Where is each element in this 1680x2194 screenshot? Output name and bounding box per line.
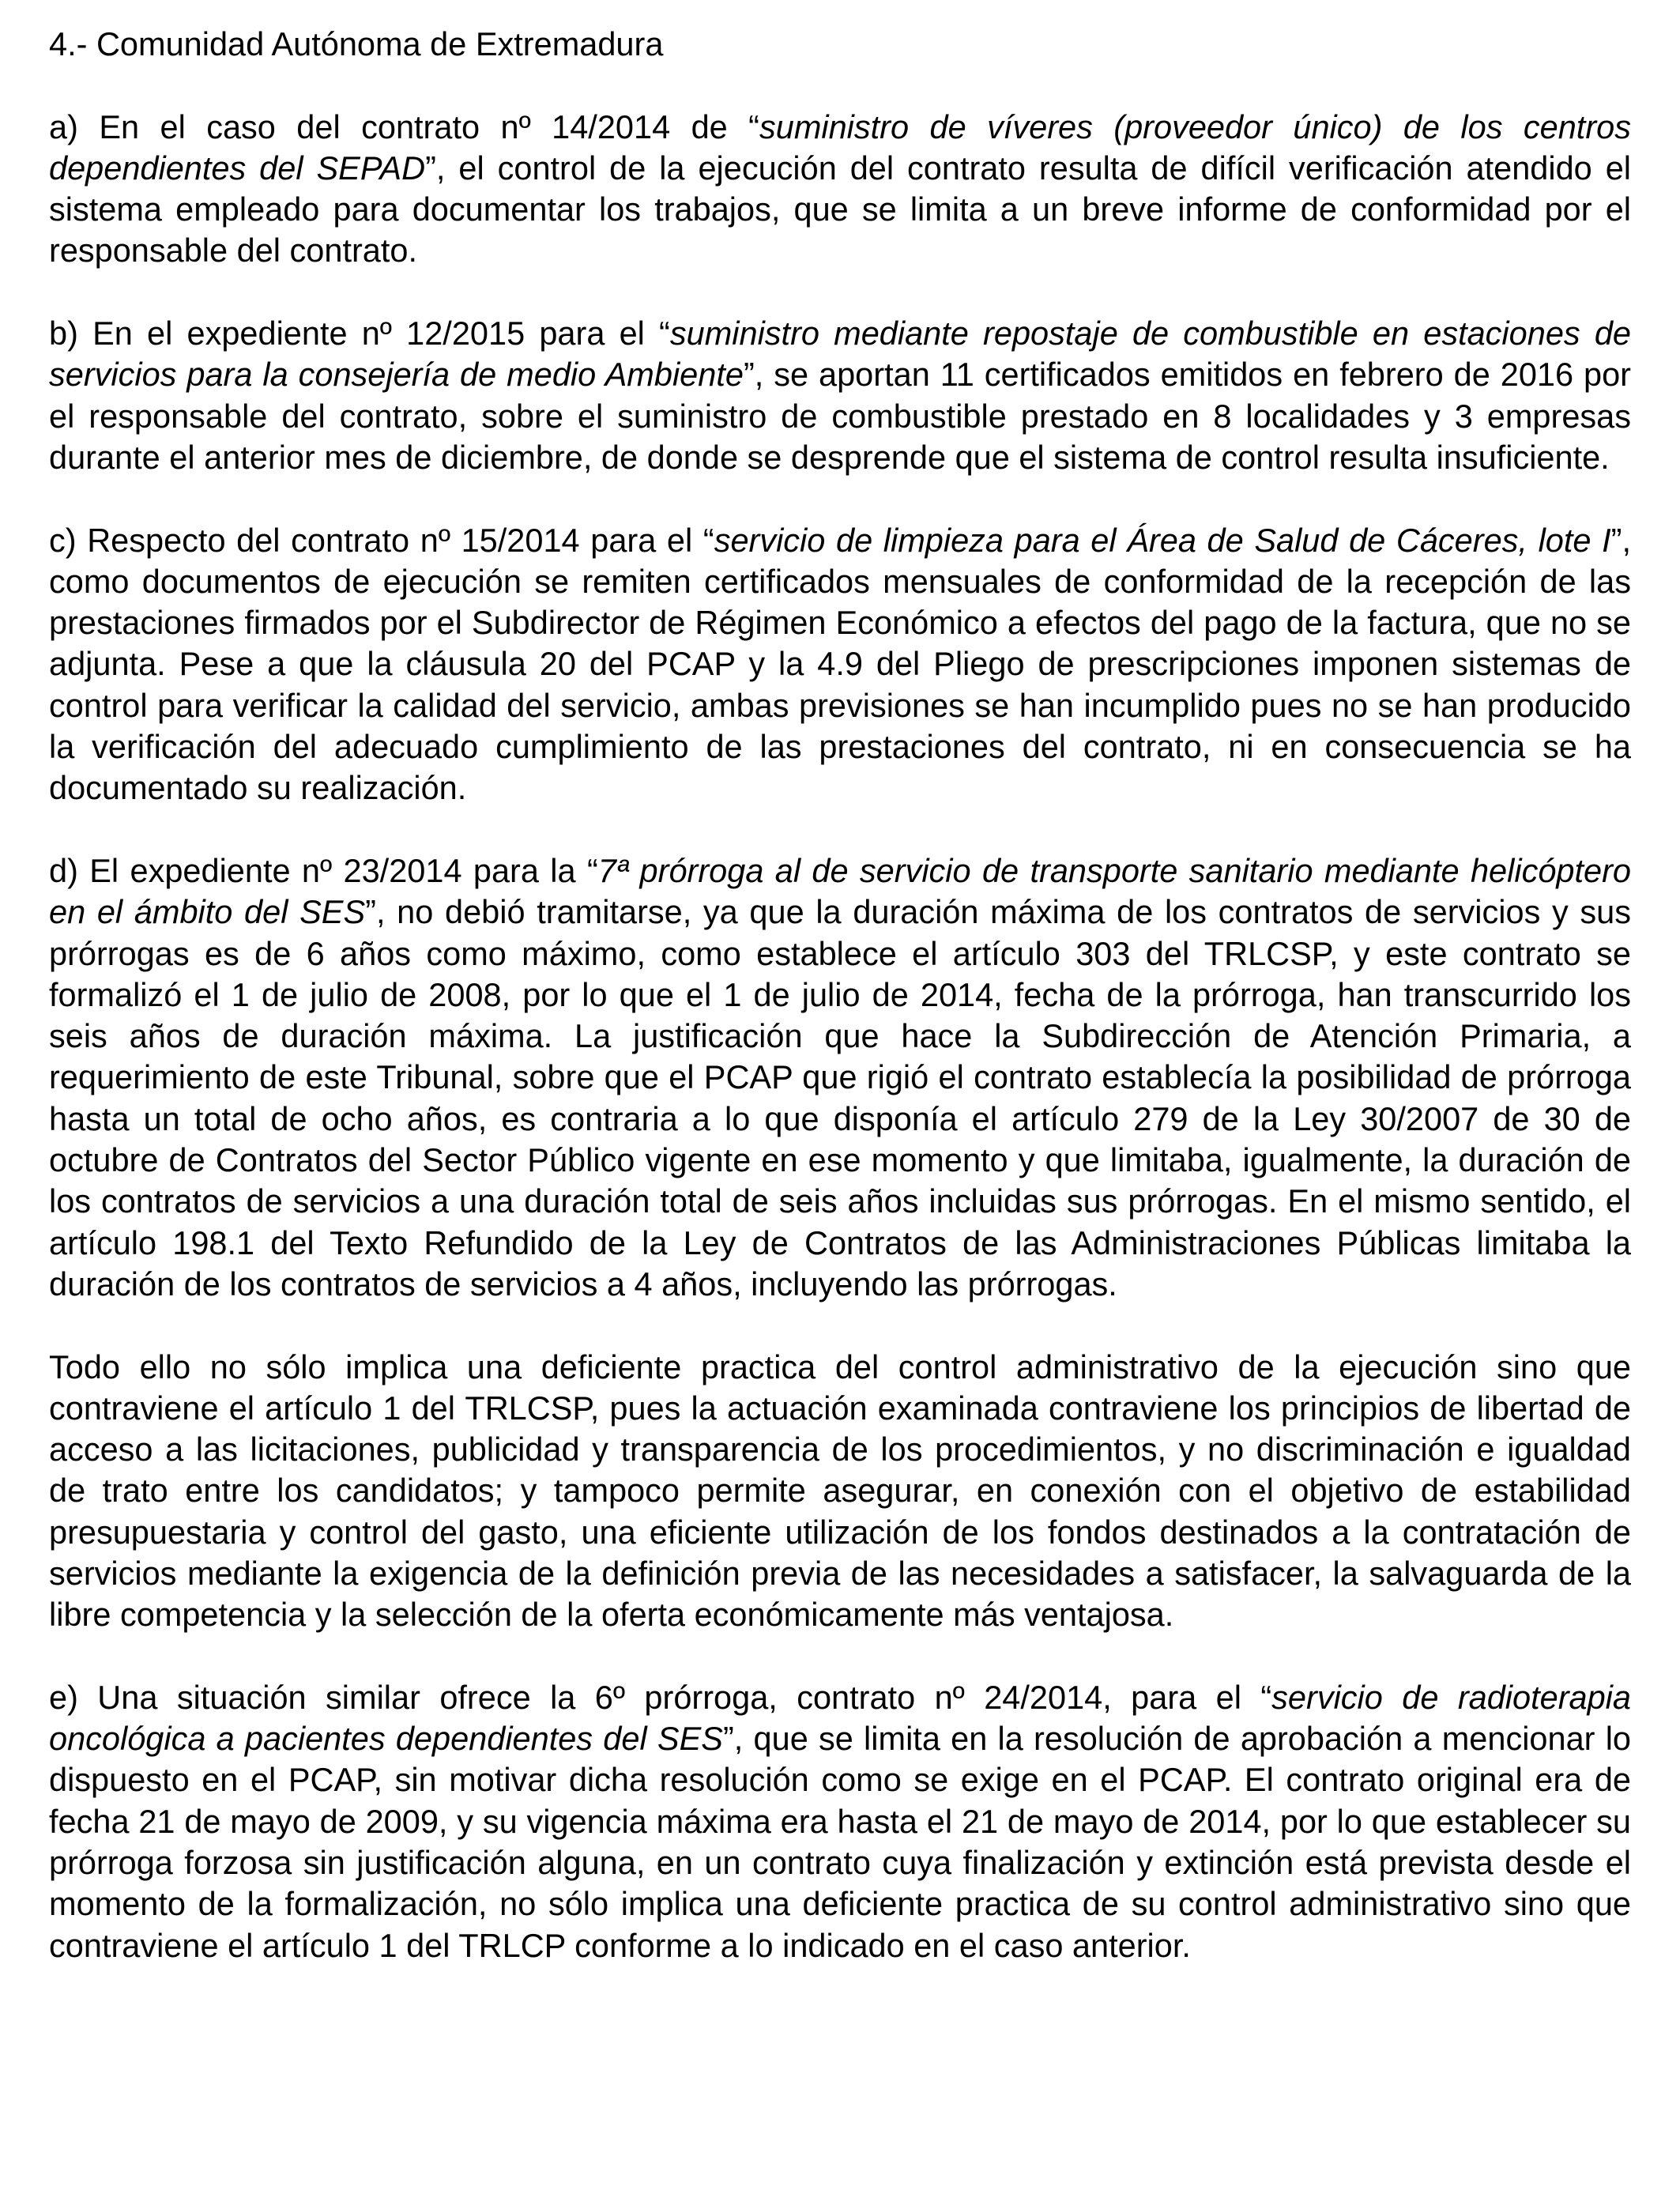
paragraph-c-contract-title: servicio de limpieza para el Área de Salud de Cáceres, lote I xyxy=(714,521,1611,559)
paragraph-b xyxy=(49,313,1631,478)
paragraph-b-text-1: b) En el expediente nº 12/2015 para el “ xyxy=(49,315,670,352)
paragraph-b-text-2: ”, se aportan 11 certificados emitidos en febrero de 2016 por el responsable del contrato, sobre el suministro de combustible prestado en 8 localidades y 3 empresas durante el anterior mes de diciembre, de donde se desprende que el sistema de control resulta insuficiente. xyxy=(49,356,1631,476)
paragraph-a-text-2: ”, el control de la ejecución del contrato resulta de difícil verificación atendido el sistema empleado para documentar los trabajos, que se limita a un breve informe de conformidad por el responsable del contrato. xyxy=(49,149,1631,270)
paragraph-d xyxy=(49,850,1631,1305)
paragraph-e-text-1: e) Una situación similar ofrece la 6º prórroga, contrato nº 24/2014, para el “ xyxy=(49,1678,1272,1716)
paragraph-a-contract-title: suministro de víveres (proveedor único) de los centros dependientes del SEPAD xyxy=(49,107,1631,187)
paragraph-d-text-2: ”, no debió tramitarse, ya que la duración máxima de los contratos de servicios y sus prórrogas es de 6 años como máximo, como establece el artículo 303 del TRLCSP, y este contrato se formalizó el 1 de julio de 2008, por lo que el 1 de julio de 2014, fecha de la prórroga, han transcurrido los seis años de duración máxima. La justificación que hace la Subdirección de Atención Primaria, a requerimiento de este Tribunal, sobre que el PCAP que rigió el contrato establecía la posibilidad de prórroga hasta un total de ocho años, es contraria a lo que disponía el artículo 279 de la Ley 30/2007 de 30 de octubre de Contratos del Sector Público vigente en ese momento y que limitaba, igualmente, la duración de los contratos de servicios a una duración total de seis años incluidas sus prórrogas. En el mismo sentido, el artículo 198.1 del Texto Refundido de la Ley de Contratos de las Administraciones Públicas limitaba la duración de los contratos de servicios a 4 años, incluyendo las prórrogas. xyxy=(49,893,1631,1302)
paragraph-d-text-1: d) El expediente nº 23/2014 para la “ xyxy=(49,851,598,889)
paragraph-d-contract-title: 7ª prórroga al de servicio de transporte sanitario mediante helicóptero en el ámbito del SES xyxy=(49,851,1631,931)
paragraph-e xyxy=(49,1677,1631,1966)
paragraph-c xyxy=(49,520,1631,809)
paragraph-conclusion-text: Todo ello no sólo implica una deficiente practica del control administrativo de la ejecución sino que contraviene el artículo 1 del TRLCSP, pues la actuación examinada contraviene los principios de libertad de acceso a las licitaciones, publicidad y transparencia de los procedimientos, y no discriminación e igualdad de trato entre los candidatos; y tampoco permite asegurar, en conexión con el objetivo de estabilidad presupuestaria y control del gasto, una eficiente utilización de los fondos destinados a la contratación de servicios mediante la exigencia de la definición previa de las necesidades a satisfacer, la salvaguarda de la libre competencia y la selección de la oferta económicamente más ventajosa. xyxy=(49,1348,1631,1634)
paragraph-conclusion xyxy=(49,1347,1631,1636)
paragraph-e-text-2: ”, que se limita en la resolución de aprobación a mencionar lo dispuesto en el PCAP, sin motivar dicha resolución como se exige en el PCAP. El contrato original era de fecha 21 de mayo de 2009, y su vigencia máxima era hasta el 21 de mayo de 2014, por lo que establecer su prórroga forzosa sin justificación alguna, en un contrato cuya finalización y extinción está prevista desde el momento de la formalización, no sólo implica una deficiente practica de su control administrativo sino que contraviene el artículo 1 del TRLCP conforme a lo indicado en el caso anterior. xyxy=(49,1720,1632,1964)
paragraph-a xyxy=(49,107,1631,272)
paragraph-e-contract-title: servicio de radioterapia oncológica a pacientes dependientes del SES xyxy=(49,1678,1631,1758)
paragraph-c-text-1: c) Respecto del contrato nº 15/2014 para el “ xyxy=(49,521,714,559)
paragraph-a-text-1: a) En el caso del contrato nº 14/2014 de “ xyxy=(49,107,759,145)
paragraph-b-contract-title: suministro mediante repostaje de combustible en estaciones de servicios para la consejería de medio Ambiente xyxy=(49,315,1631,394)
document-page xyxy=(49,24,1631,1966)
section-heading: 4.- Comunidad Autónoma de Extremadura xyxy=(49,25,664,62)
paragraph-c-text-2: ”, como documentos de ejecución se remiten certificados mensuales de conformidad de la recepción de las prestaciones firmados por el Subdirector de Régimen Económico a efectos del pago de la factura, que no se adjunta. Pese a que la cláusula 20 del PCAP y la 4.9 del Pliego de prescripciones imponen sistemas de control para verificar la calidad del servicio, ambas previsiones se han incumplido pues no se han producido la verificación del adecuado cumplimiento de las prestaciones del contrato, ni en consecuencia se ha documentado su realización. xyxy=(49,521,1631,807)
